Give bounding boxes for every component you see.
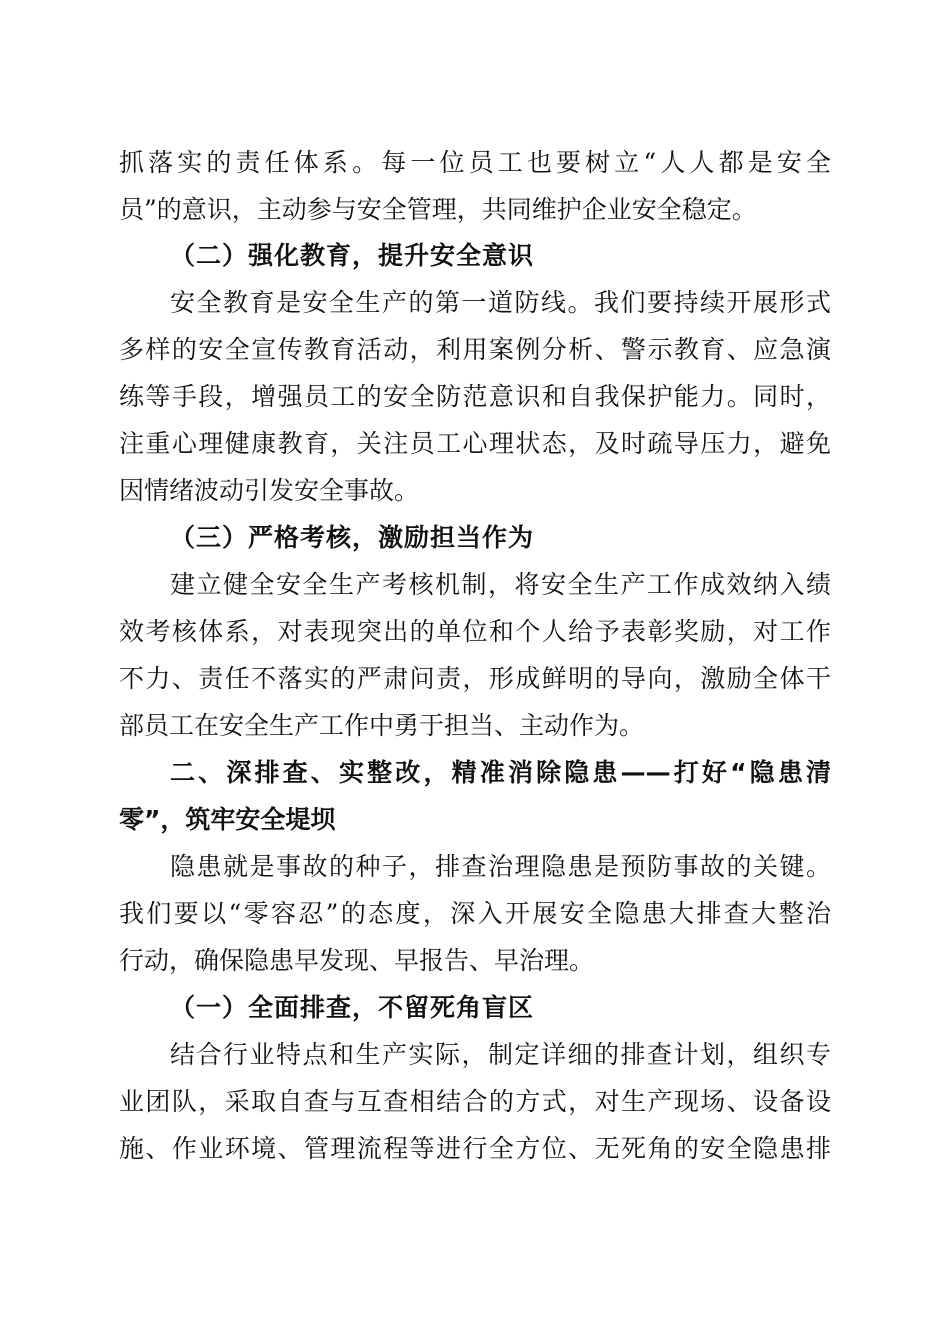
- subsection-heading: （三）严格考核，激励担当作为: [170, 523, 535, 552]
- paragraph-line: 抓落实的责任体系。每一位员工也要树立“人人都是安全: [119, 148, 831, 177]
- paragraph-line: 业团队，采取自查与互查相结合的方式，对生产现场、设备设: [119, 1087, 831, 1116]
- paragraph-line: 效考核体系，对表现突出的单位和个人给予表彰奖励，对工作: [119, 617, 831, 646]
- paragraph-line: 我们要以“零容忍”的态度，深入开展安全隐患大排查大整治: [119, 899, 831, 928]
- subsection-heading: （二）强化教育，提升安全意识: [170, 241, 535, 270]
- paragraph-line: 注重心理健康教育，关注员工心理状态，及时疏导压力，避免: [119, 429, 831, 458]
- section-heading: 二、深排查、实整改，精准消除隐患——打好“隐患清: [170, 758, 831, 787]
- paragraph-line: 建立健全安全生产考核机制，将安全生产工作成效纳入绩: [170, 570, 831, 599]
- paragraph-line: 结合行业特点和生产实际，制定详细的排查计划，组织专: [170, 1040, 831, 1069]
- paragraph-line: 行动，确保隐患早发现、早报告、早治理。: [119, 946, 595, 975]
- section-heading: 零”，筑牢安全堤坝: [119, 805, 336, 834]
- paragraph-line: 练等手段，增强员工的安全防范意识和自我保护能力。同时，: [119, 382, 831, 411]
- paragraph-line: 员”的意识，主动参与安全管理，共同维护企业安全稳定。: [119, 195, 757, 224]
- paragraph-line: 多样的安全宣传教育活动，利用案例分析、警示教育、应急演: [119, 335, 831, 364]
- paragraph-line: 不力、责任不落实的严肃问责，形成鲜明的导向，激励全体干: [119, 664, 831, 693]
- paragraph-line: 部员工在安全生产工作中勇于担当、主动作为。: [119, 711, 645, 740]
- paragraph-line: 隐患就是事故的种子，排查治理隐患是预防事故的关键。: [170, 852, 831, 881]
- paragraph-line: 因情绪波动引发安全事故。: [119, 476, 420, 505]
- paragraph-line: 安全教育是安全生产的第一道防线。我们要持续开展形式: [170, 288, 831, 317]
- subsection-heading: （一）全面排查，不留死角盲区: [170, 993, 535, 1022]
- paragraph-line: 施、作业环境、管理流程等进行全方位、无死角的安全隐患排: [119, 1134, 831, 1163]
